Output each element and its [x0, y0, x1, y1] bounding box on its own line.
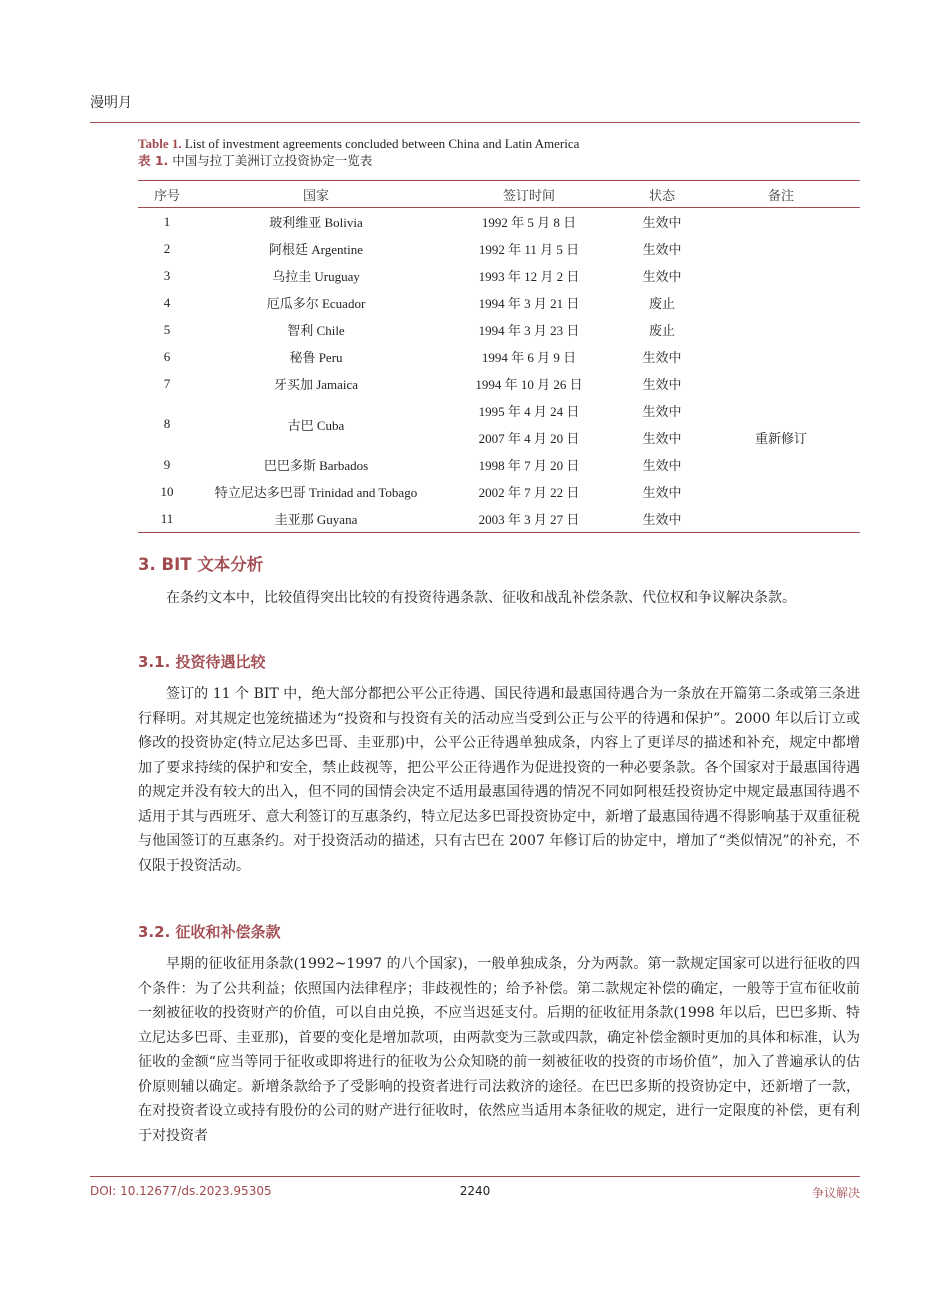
section-3-2-body: 早期的征收征用条款(1992~1997 的八个国家)，一般单独成条，分为两款。第一款规定国家可以进行征收的四个条件：为了公共利益；依照国内法律程序；非歧视性的；给予补偿。第二款规定补偿的确定，一般等于宣布征收前一刻被征收的投资财产的价值，可以自由兑换，不应当迟延支付。后期的征收征用条款(1998 年以后，巴巴多斯、特立尼达多巴哥、圭亚那)，首要的变化是增加款项，由两款变为三款或四款，确定补偿金额时更加的具体和标准，认为征收的金额“应当等同于征收或即将进行的征收为公众知晓的前一刻被征收的投资的市场价值”，加入了普遍承认的估价原则辅以确定。新增条款给予了受影响的投资者进行司法救济的途径。在巴巴多斯的投资协定中，还新增了一款，在对投资者设立或持有股份的公司的财产进行征收时，依然应当适用本条征收的规定，进行一定限度的补偿，更有利于对投资者: [138, 956, 860, 1144]
header-rule: [90, 122, 860, 123]
cell-note: [702, 370, 860, 397]
table-row: [138, 397, 860, 424]
table-row: [138, 262, 860, 289]
table-row: [138, 505, 860, 533]
cell-number: 11: [138, 505, 196, 533]
cell-note: 重新修订: [754, 431, 807, 446]
cell-date: 1994 年 6 月 9 日: [481, 350, 577, 365]
cell-date: 1998 年 7 月 20 日: [478, 458, 580, 473]
footer-page-number: 2240: [459, 1184, 491, 1198]
cell-date: 1994 年 10 月 26 日: [475, 377, 583, 392]
cell-number: 1: [163, 213, 171, 229]
cell-note: [702, 262, 860, 289]
cell-status: 生效中: [642, 404, 682, 419]
cell-note: [702, 505, 860, 533]
cell-country: 智利 Chile: [287, 323, 345, 338]
cell-country: 古巴 Cuba: [287, 417, 345, 433]
table-row: [138, 343, 860, 370]
cell-country: 牙买加 Jamaica: [273, 377, 359, 392]
table-header-row: [138, 181, 860, 208]
running-header-author: 漫明月: [90, 95, 132, 111]
cell-number: 2: [163, 240, 171, 256]
cell-date: 2003 年 3 月 27 日: [436, 505, 622, 533]
cell-country: 厄瓜多尔 Ecuador: [266, 296, 366, 311]
cell-date: 1994 年 3 月 21 日: [478, 296, 580, 311]
cell-note: [702, 478, 860, 505]
table-row: [138, 235, 860, 262]
cell-number: 3: [163, 267, 171, 283]
cell-country: 圭亚那 Guyana: [196, 505, 436, 533]
cell-country: 阿根廷 Argentine: [269, 242, 363, 257]
cell-country: 秘鲁 Peru: [289, 350, 343, 365]
cell-country: 巴巴多斯 Barbados: [263, 458, 369, 473]
table-row: [138, 370, 860, 397]
cell-number: 4: [163, 294, 171, 310]
cell-number: 8: [163, 416, 171, 431]
section-3-intro: 在条约文本中，比较值得突出比较的有投资待遇条款、征收和战乱补偿条款、代位权和争议解决条款。: [166, 590, 796, 606]
cell-status: 生效中: [642, 215, 682, 230]
investment-agreements-table: [138, 180, 860, 533]
column-header-note: 备注: [702, 181, 860, 208]
section-3-1-body: 签订的 11 个 BIT 中，绝大部分都把公平公正待遇、国民待遇和最惠国待遇合为一条放在开篇第二条或第三条进行释明。对其规定也笼统描述为“投资和与投资有关的活动应当受到公正与公平的待遇和保护”。2000 年以后订立或修改的投资协定(特立尼达多巴哥、圭亚那)中，公平公正待遇单独成条，内容上了更详尽的描述和补充，规定中都增加了要求持续的保护和安全，禁止歧视等，把公平公正待遇作为促进投资的一种必要条款。各个国家对于最惠国待遇的规定并没有较大的出入，但不同的国情会决定不适用最惠国待遇的情况不同如阿根廷投资协定中规定最惠国待遇不适用于其与西班牙、意大利签订的互惠条约，特立尼达多巴哥投资协定中，新增了最惠国待遇不得影响基于双重征税与他国签订的互惠条约。对于投资活动的描述，只有古巴在 2007 年修订后的协定中，增加了“类似情况”的补充，不仅限于投资活动。: [138, 686, 860, 874]
cell-date: 1992 年 11 月 5 日: [478, 242, 580, 257]
cell-note: [702, 343, 860, 370]
table-caption-zh: [138, 153, 372, 169]
cell-number: 9: [163, 456, 171, 472]
cell-note: [702, 235, 860, 262]
table-caption-zh-text: 中国与拉丁美洲订立投资协定一览表: [168, 153, 373, 168]
cell-status: 生效中: [642, 485, 682, 500]
table-caption-en-text: List of investment agreements concluded between China and Latin America: [181, 136, 580, 151]
cell-status: 生效中: [642, 431, 682, 446]
cell-number: 6: [163, 348, 171, 364]
cell-note: [702, 289, 860, 316]
cell-status: 生效中: [642, 377, 682, 392]
cell-date: 1994 年 3 月 23 日: [478, 323, 580, 338]
footer-doi: DOI: 10.12677/ds.2023.95305: [90, 1184, 272, 1198]
table-row: [138, 208, 860, 236]
footer-rule: [90, 1176, 860, 1177]
table-caption-en: [138, 136, 579, 152]
cell-date: 2007 年 4 月 20 日: [478, 431, 580, 446]
cell-note: [702, 397, 860, 424]
table-body: [138, 208, 860, 533]
column-header-status: 状态: [622, 181, 702, 208]
cell-status: 生效中: [642, 350, 682, 365]
cell-status: 生效中: [622, 505, 702, 533]
cell-number: 10: [160, 483, 174, 499]
cell-country: 特立尼达多巴哥 Trinidad and Tobago: [214, 485, 418, 500]
cell-status: 生效中: [642, 269, 682, 284]
cell-date: 1993 年 12 月 2 日: [478, 269, 580, 284]
cell-note: [702, 208, 860, 236]
table-row: [138, 451, 860, 478]
section-3-heading: 3. BIT 文本分析: [138, 555, 264, 574]
cell-note: [702, 316, 860, 343]
column-header-number: 序号: [138, 181, 196, 208]
footer-journal-name: 争议解决: [811, 1186, 860, 1200]
cell-status: 生效中: [642, 242, 682, 257]
section-3-2-heading: 3.2. 征收和补偿条款: [138, 923, 281, 941]
cell-country: 玻利维亚 Bolivia: [269, 215, 363, 230]
table-row: [138, 478, 860, 505]
table-caption-zh-number: 表 1.: [138, 153, 169, 168]
cell-date: 1995 年 4 月 24 日: [478, 404, 580, 419]
table-row: [138, 289, 860, 316]
table-caption-en-number: Table 1.: [138, 136, 182, 151]
cell-date: 2002 年 7 月 22 日: [478, 485, 580, 500]
cell-note: [702, 451, 860, 478]
cell-status: 生效中: [642, 458, 682, 473]
column-header-country: 国家: [196, 181, 436, 208]
cell-number: 5: [163, 321, 171, 337]
cell-status: 废止: [648, 323, 675, 338]
cell-date: 1992 年 5 月 8 日: [481, 215, 577, 230]
cell-country: 乌拉圭 Uruguay: [272, 269, 360, 284]
column-header-date: 签订时间: [436, 181, 622, 208]
table-row: [138, 316, 860, 343]
cell-number: 7: [163, 375, 171, 391]
section-3-1-heading: 3.1. 投资待遇比较: [138, 653, 266, 671]
cell-status: 废止: [648, 296, 675, 311]
